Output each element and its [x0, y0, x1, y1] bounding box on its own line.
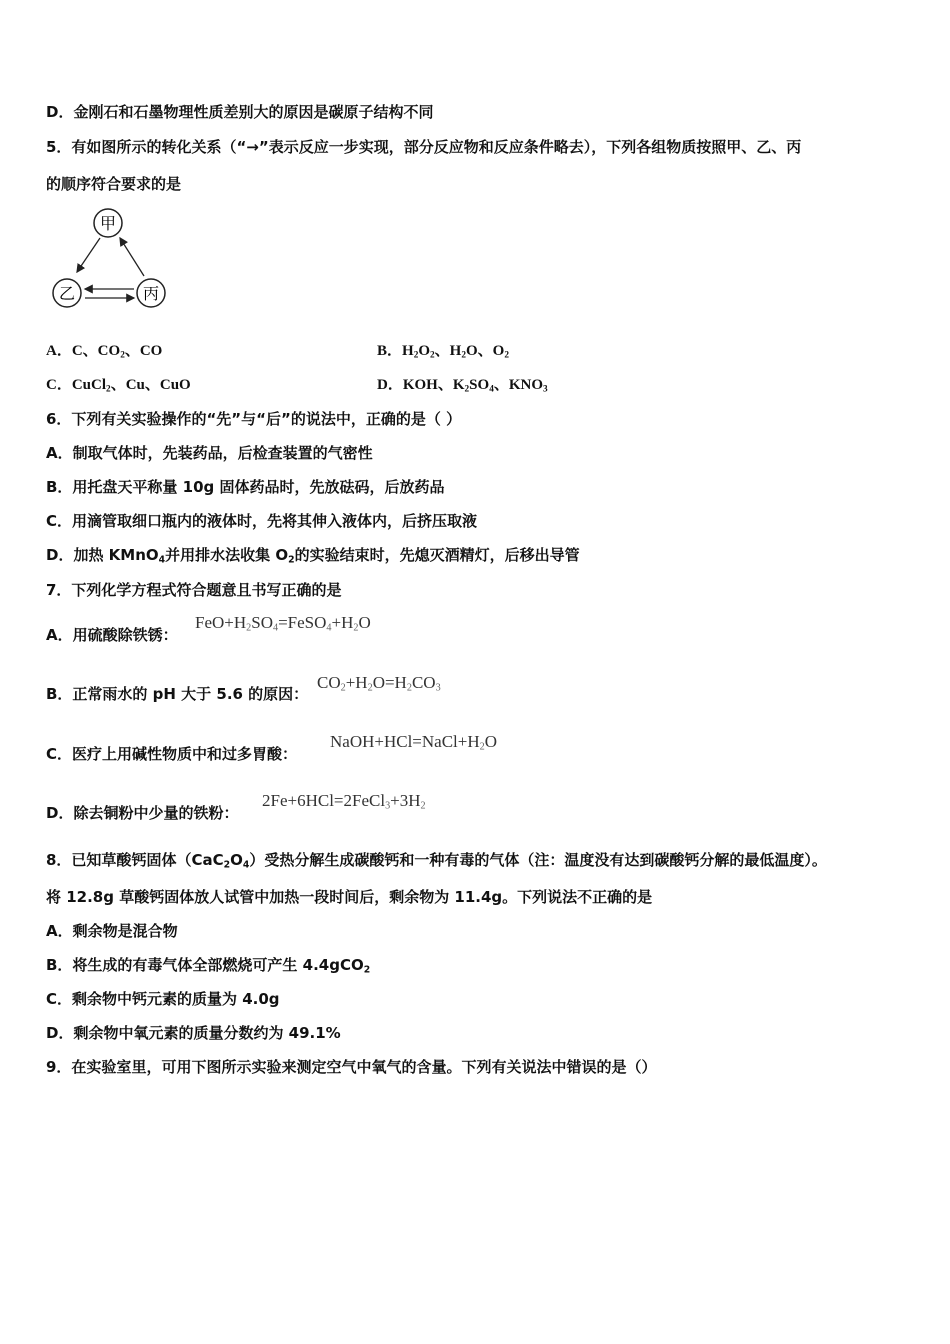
conversion-diagram [48, 205, 173, 315]
q5-stem-line1: 5．有如图所示的转化关系（“→”表示反应一步实现，部分反应物和反应条件略去），下列各组物质按照甲、乙、丙 [46, 138, 802, 156]
q7-option-c-equation: $NaOH+HCl=NaCl+H_2O$ [330, 732, 498, 753]
q8-option-a: A．剩余物是混合物 [46, 922, 178, 940]
q5-option-d: D．KOH、$K_2SO_4$、$KNO_3$ [377, 377, 548, 395]
svg-text:丙: 丙 [142, 284, 160, 303]
q8-stem-line2: 将 12.8g 草酸钙固体放人试管中加热一段时间后，剩余物为 11.4g。下列说法不正确的是 [46, 888, 653, 906]
q5-option-a: A．C、$CO_2$、CO [46, 343, 163, 361]
q8-option-b: B．将生成的有毒气体全部燃烧可产生 4.4gCO$_2$ [46, 956, 371, 976]
q8-stem-line1: 8．已知草酸钙固体$(CaC_2O_4)$受热分解生成碳酸钙和一种有毒的气体（注：温度没有达到碳酸钙分解的最低温度）。 [46, 851, 827, 871]
q5-option-b: B．$H_2O_2$、$H_2O$、$O_2$ [377, 343, 509, 361]
q8-option-c: C．剩余物中钙元素的质量为 4.0g [46, 990, 280, 1008]
q5-option-c: C．CuCl$_2$、Cu、CuO [46, 377, 191, 395]
q8-option-d: D．剩余物中氧元素的质量分数约为 49.1% [46, 1024, 341, 1042]
triangle-conversion-diagram-icon [48, 205, 173, 315]
q7-option-b-label: B．正常雨水的 pH 大于 5.6 的原因： [46, 685, 309, 703]
q4-option-d: D．金刚石和石墨物理性质差别大的原因是碳原子结构不同 [46, 103, 434, 121]
q7-option-c-label: C．医疗上用碱性物质中和过多胃酸： [46, 745, 298, 763]
q6-stem: 6．下列有关实验操作的“先”与“后”的说法中，正确的是（ ） [46, 410, 462, 428]
q5-stem-line2: 的顺序符合要求的是 [46, 175, 182, 193]
q6-option-d: D．加热 KMnO$_4$并用排水法收集 $O_2$的实验结束时，先熄灭酒精灯，后移出导管 [46, 546, 580, 566]
q6-option-a: A．制取气体时，先装药品，后检查装置的气密性 [46, 444, 373, 462]
q7-option-a-equation: $FeO+H_2SO_4=FeSO_4+H_2O$ [195, 613, 371, 634]
svg-text:乙: 乙 [58, 284, 76, 303]
q6-option-c: C．用滴管取细口瓶内的液体时，先将其伸入液体内，后挤压取液 [46, 512, 478, 530]
q7-option-a-label: A．用硫酸除铁锈： [46, 626, 178, 644]
q9-stem: 9．在实验室里，可用下图所示实验来测定空气中氧气的含量。下列有关说法中错误的是（） [46, 1058, 657, 1076]
q6-option-b: B．用托盘天平称量 10g 固体药品时，先放砝码，后放药品 [46, 478, 445, 496]
q7-stem: 7．下列化学方程式符合题意且书写正确的是 [46, 581, 342, 599]
q7-option-d-label: D．除去铜粉中少量的铁粉： [46, 804, 239, 822]
q7-option-d-equation: $2Fe+6HCl=2FeCl_3+3H_2$ [262, 791, 426, 812]
q7-option-b-equation: $CO_2+H_2O=H_2CO_3$ [317, 673, 441, 694]
svg-text:甲: 甲 [99, 214, 117, 233]
